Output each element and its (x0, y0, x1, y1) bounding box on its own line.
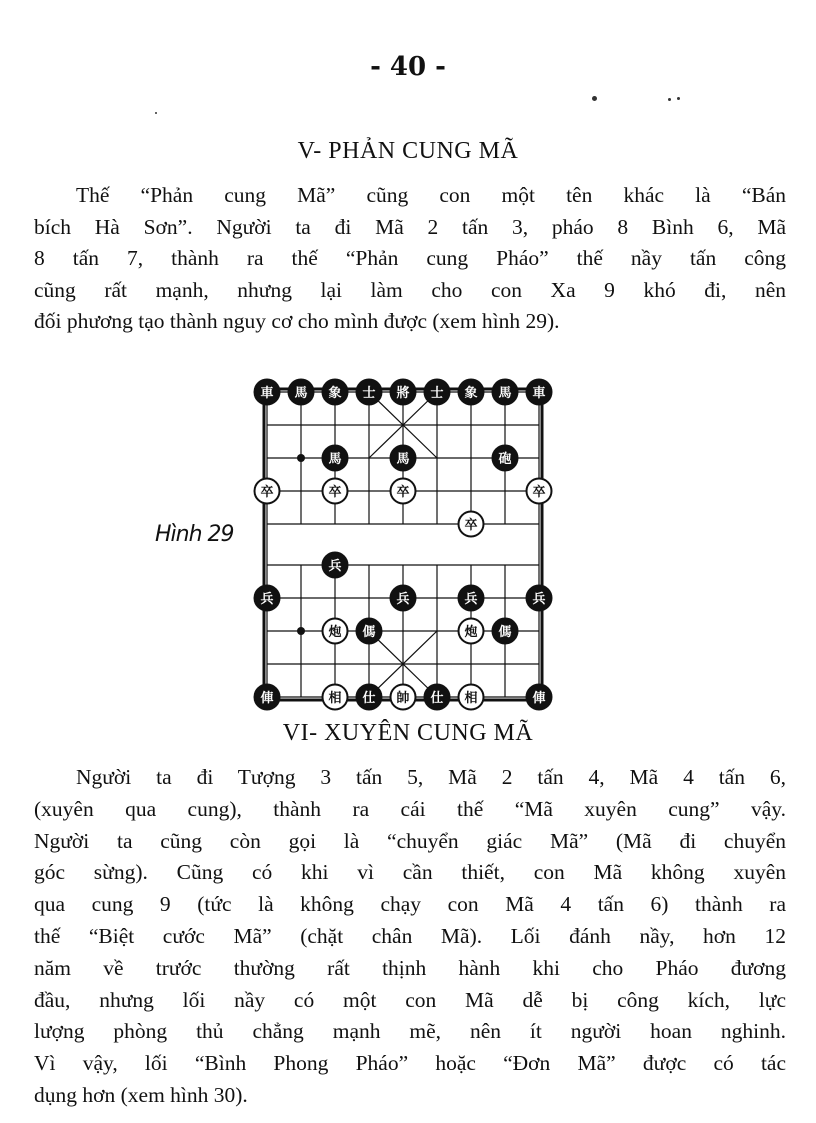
paragraph-line: bích Hà Sơn”. Người ta đi Mã 2 tấn 3, pháo 8 Bình 6, Mã (34, 214, 786, 239)
paragraph-line: (xuyên qua cung), thành ra cái thế “Mã xuyên cung” vậy. (34, 796, 786, 821)
black-soldier-glyph: 卒 (328, 485, 342, 500)
page-number: - 40 - (370, 52, 446, 82)
paragraph-line: năm về trước thường rất thịnh hành khi cho Pháo đương (34, 955, 786, 980)
red-cannon-glyph: 炮 (464, 625, 478, 640)
red-soldier-glyph: 兵 (396, 592, 410, 607)
black-horse-glyph: 馬 (396, 452, 410, 467)
black-cannon-glyph: 砲 (498, 452, 512, 467)
paragraph-line: thế “Biệt cước Mã” (chặt chân Mã). Lối đánh nầy, hơn 12 (34, 923, 786, 948)
xiangqi-board-diagram (250, 370, 550, 706)
black-advisor-glyph: 士 (362, 386, 376, 401)
scan-speck (592, 96, 597, 101)
black-soldier-glyph: 卒 (396, 485, 410, 500)
black-general-glyph: 將 (396, 386, 410, 401)
black-advisor-glyph: 士 (430, 386, 444, 401)
scan-speck (155, 112, 157, 114)
paragraph-line: cũng rất mạnh, nhưng lại làm cho con Xa 9 khó đi, nên (34, 277, 786, 302)
paragraph-line: Thế “Phản cung Mã” cũng con một tên khác là “Bán (76, 183, 786, 207)
paragraph-phan-cung-ma (34, 180, 786, 338)
red-cannon-glyph: 炮 (328, 625, 342, 640)
red-soldier-glyph: 兵 (260, 592, 274, 607)
position-marker (297, 454, 305, 462)
paragraph-line: 8 tấn 7, thành ra thế “Phản cung Pháo” thế nầy tấn công (34, 246, 786, 270)
paragraph-line: đầu, nhưng lối nầy có một con Mã dễ bị công kích, lực (34, 987, 786, 1012)
black-horse-glyph: 馬 (328, 452, 342, 467)
paragraph-line: Người ta đi Tượng 3 tấn 5, Mã 2 tấn 4, Mã 4 tấn 6, (76, 765, 786, 789)
scan-speck (668, 98, 671, 101)
red-elephant-glyph: 相 (328, 691, 342, 706)
paragraph-line: dụng hơn (xem hình 30). (34, 1082, 248, 1107)
paragraph-line: lượng phòng thủ chẳng mạnh mẽ, nên ít người hoan nghinh. (34, 1019, 786, 1044)
paragraph-line: Vì vậy, lối “Bình Phong Pháo” hoặc “Đơn Mã” được có tác (34, 1051, 786, 1076)
section-heading-xuyen-cung-ma: VI- XUYÊN CUNG MÃ (282, 720, 534, 746)
paragraph-line: Người ta cũng còn gọi là “chuyển giác Mã” (Mã đi chuyển (34, 828, 786, 853)
black-horse-glyph: 馬 (294, 386, 308, 401)
red-soldier-glyph: 兵 (532, 592, 546, 607)
position-marker (297, 627, 305, 635)
paragraph-line: đối phương tạo thành nguy cơ cho mình được (xem hình 29). (34, 309, 560, 333)
red-general-glyph: 帥 (396, 691, 410, 706)
red-horse-glyph: 傌 (362, 625, 376, 640)
red-soldier-glyph: 兵 (328, 559, 342, 574)
paragraph-xuyen-cung-ma (34, 762, 786, 1112)
figure-label: Hình 29 (155, 522, 234, 547)
red-advisor-glyph: 仕 (362, 691, 376, 706)
paragraph-line: góc sừng). Cũng có khi vì cần thiết, con Mã không xuyên (34, 860, 786, 885)
red-chariot-glyph: 俥 (260, 691, 274, 706)
black-chariot-glyph: 車 (260, 386, 274, 401)
black-horse-glyph: 馬 (498, 386, 512, 401)
black-soldier-glyph: 卒 (464, 518, 478, 533)
section-heading-phan-cung-ma: V- PHẢN CUNG MÃ (297, 138, 519, 164)
red-elephant-glyph: 相 (464, 691, 478, 706)
scan-speck (677, 97, 680, 100)
black-elephant-glyph: 象 (464, 386, 478, 401)
paragraph-line: qua cung 9 (tức là không chạy con Mã 4 tấn 6) thành ra (34, 892, 786, 917)
black-chariot-glyph: 車 (532, 386, 546, 401)
black-soldier-glyph: 卒 (532, 485, 546, 500)
red-horse-glyph: 傌 (498, 625, 512, 640)
black-soldier-glyph: 卒 (260, 485, 274, 500)
red-chariot-glyph: 俥 (532, 691, 546, 706)
black-elephant-glyph: 象 (328, 386, 342, 401)
red-soldier-glyph: 兵 (464, 592, 478, 607)
red-advisor-glyph: 仕 (430, 691, 444, 706)
